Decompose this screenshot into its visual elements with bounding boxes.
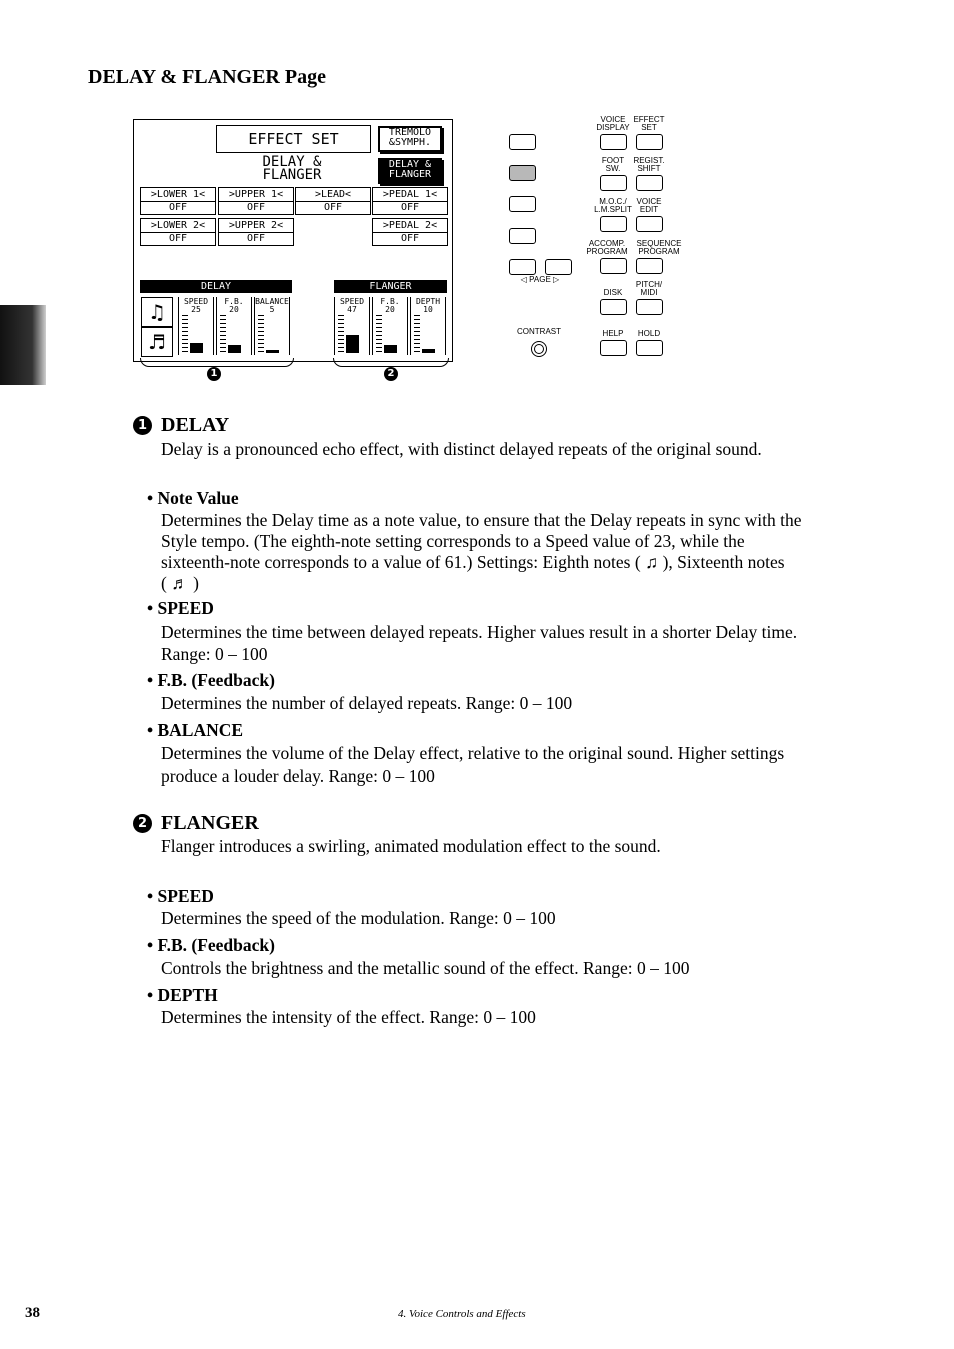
note-value-line-4: ( ♬ ) (161, 573, 199, 593)
voice-display-label: VOICE DISPLAY (596, 115, 630, 132)
slider-level (266, 350, 279, 353)
effect-set-button[interactable] (636, 134, 663, 150)
flanger-heading: FLANGER (161, 812, 259, 834)
tab-delay-flanger[interactable]: DELAY & FLANGER (378, 158, 442, 184)
slider-label: DEPTH (415, 297, 441, 306)
slider-value: 20 (229, 305, 239, 314)
part-value: OFF (323, 202, 343, 213)
lcd-button-3[interactable] (509, 196, 536, 212)
sequence-program-label: SEQUENCE PROGRAM (636, 239, 682, 256)
delay-speed-slider[interactable] (178, 297, 214, 355)
slider-value: 5 (269, 305, 275, 314)
part-name: >PEDAL 1< (373, 189, 447, 202)
flanger-fb-slider[interactable] (372, 297, 408, 355)
effect-set-label: EFFECT SET (633, 115, 665, 132)
page-left-button[interactable] (509, 259, 536, 275)
note-value-line-3: sixteenth-note corresponds to a value of 61.) Settings: Eighth notes ( ♫ ), Sixteenth notes (161, 552, 785, 572)
foot-sw-button[interactable] (600, 175, 627, 191)
disk-button[interactable] (600, 299, 627, 315)
eighth-note-button[interactable]: ♫ (141, 297, 173, 327)
flanger-fb-heading: • F.B. (Feedback) (147, 935, 275, 955)
part-pedal1[interactable] (372, 187, 448, 215)
lcd-title: EFFECT SET (216, 125, 371, 153)
sixteenth-note-button[interactable]: ♬ (141, 327, 173, 357)
depth-heading: • DEPTH (147, 985, 218, 1005)
flanger-depth-slider[interactable] (410, 297, 446, 355)
slider-ticks (376, 315, 382, 353)
voice-edit-label: VOICE EDIT (636, 197, 662, 214)
voice-edit-button[interactable] (636, 216, 663, 232)
delay-speed-heading: • SPEED (147, 598, 214, 618)
flanger-speed-slider[interactable] (334, 297, 370, 355)
pitch-midi-button[interactable] (636, 299, 663, 315)
flanger-section-number: 2 (133, 814, 152, 833)
page-label: ◁ PAGE ▷ (520, 275, 560, 284)
hold-button[interactable] (636, 340, 663, 356)
part-lower1[interactable] (140, 187, 216, 215)
delay-fb-slider[interactable] (216, 297, 252, 355)
delay-section-number: 1 (133, 416, 152, 435)
flanger-fb-line-1: Controls the brightness and the metallic sound of the effect. Range: 0 – 100 (161, 958, 690, 978)
flanger-speed-heading: • SPEED (147, 886, 214, 906)
delay-intro: Delay is a pronounced echo effect, with distinct delayed repeats of the original sound. (161, 439, 762, 459)
regist-shift-label: REGIST. SHIFT (633, 156, 665, 173)
part-name: >LOWER 2< (141, 220, 215, 233)
slider-level (346, 335, 359, 353)
callout-2: 2 (384, 367, 398, 381)
moc-label: M.O.C./ L.M.SPLIT (594, 197, 632, 214)
part-name: >UPPER 2< (219, 220, 293, 233)
voice-display-button[interactable] (600, 134, 627, 150)
slider-ticks (182, 315, 188, 353)
accomp-program-label: ACCOMP. PROGRAM (586, 239, 628, 256)
slider-level (228, 345, 241, 353)
slider-level (190, 343, 203, 353)
slider-value: 20 (385, 305, 395, 314)
slider-value: 25 (191, 305, 201, 314)
part-upper1[interactable] (218, 187, 294, 215)
tab-tremolo-symph[interactable]: TREMOLO &SYMPH. (378, 126, 442, 152)
slider-level (422, 349, 435, 353)
lcd-display (133, 119, 453, 362)
delay-header: DELAY (140, 280, 292, 293)
page-right-button[interactable] (545, 259, 572, 275)
sequence-program-button[interactable] (636, 258, 663, 274)
delay-balance-slider[interactable] (254, 297, 290, 355)
foot-sw-label: FOOT SW. (601, 156, 625, 173)
slider-label: F.B. (380, 297, 400, 306)
balance-line-1: Determines the volume of the Delay effect, relative to the original sound. Higher settings (161, 743, 785, 763)
part-value: OFF (246, 202, 266, 213)
slider-label: BALANCE (255, 297, 289, 306)
delay-bracket (140, 358, 294, 367)
delay-speed-line-2: Range: 0 – 100 (161, 644, 268, 664)
slider-value: 10 (423, 305, 433, 314)
flanger-bracket (333, 358, 449, 367)
pitch-midi-label: PITCH/ MIDI (635, 280, 663, 297)
slider-level (384, 345, 397, 353)
slider-label: F.B. (224, 297, 244, 306)
contrast-knob[interactable] (531, 341, 547, 357)
note-value-line-2: Style tempo. (The eighth-note setting corresponds to a Speed value of 23, while the (161, 531, 745, 551)
flanger-speed-line-1: Determines the speed of the modulation. Range: 0 – 100 (161, 908, 556, 928)
part-lead[interactable] (295, 187, 371, 215)
balance-heading: • BALANCE (147, 720, 244, 740)
help-button[interactable] (600, 340, 627, 356)
note-value-line-1: Determines the Delay time as a note value, to ensure that the Delay repeats in sync with the (161, 510, 802, 530)
delay-speed-line-1: Determines the time between delayed repeats. Higher values result in a shorter Delay time. (161, 622, 798, 642)
slider-ticks (338, 315, 344, 353)
part-name: >PEDAL 2< (373, 220, 447, 233)
slider-ticks (258, 315, 264, 353)
lcd-button-4[interactable] (509, 228, 536, 244)
slider-ticks (220, 315, 226, 353)
hold-label: HOLD (637, 329, 661, 338)
part-name: >LOWER 1< (141, 189, 215, 202)
disk-label: DISK (603, 288, 623, 297)
page-heading: DELAY & FLANGER Page (88, 66, 326, 88)
chapter-side-tab (0, 305, 46, 385)
lcd-button-1[interactable] (509, 134, 536, 150)
part-name: >UPPER 1< (219, 189, 293, 202)
part-value: OFF (400, 233, 420, 244)
part-value: OFF (168, 233, 188, 244)
part-value: OFF (400, 202, 420, 213)
regist-shift-button[interactable] (636, 175, 663, 191)
slider-label: SPEED (183, 297, 209, 306)
flanger-header: FLANGER (334, 280, 447, 293)
moc-button[interactable] (600, 216, 627, 232)
help-label: HELP (602, 329, 624, 338)
balance-line-2: produce a louder delay. Range: 0 – 100 (161, 766, 435, 786)
lcd-button-2[interactable] (509, 165, 536, 181)
page-number: 38 (25, 1305, 40, 1321)
delay-fb-line-1: Determines the number of delayed repeats. Range: 0 – 100 (161, 693, 573, 713)
accomp-program-button[interactable] (600, 258, 627, 274)
lcd-subtitle: DELAY & FLANGER (262, 154, 322, 183)
part-value: OFF (168, 202, 188, 213)
delay-heading: DELAY (161, 414, 230, 436)
flanger-intro: Flanger introduces a swirling, animated modulation effect to the sound. (161, 836, 661, 856)
part-upper2[interactable] (218, 218, 294, 246)
slider-value: 47 (347, 305, 357, 314)
chapter-footer: 4. Voice Controls and Effects (398, 1308, 526, 1320)
callout-1: 1 (207, 367, 221, 381)
contrast-label: CONTRAST (517, 327, 561, 336)
part-pedal2[interactable] (372, 218, 448, 246)
note-value-heading: • Note Value (147, 488, 239, 508)
part-lower2[interactable] (140, 218, 216, 246)
delay-fb-heading: • F.B. (Feedback) (147, 670, 275, 690)
slider-label: SPEED (339, 297, 365, 306)
part-value: OFF (246, 233, 266, 244)
slider-ticks (414, 315, 420, 353)
depth-line-1: Determines the intensity of the effect. Range: 0 – 100 (161, 1007, 536, 1027)
part-name: >LEAD< (296, 189, 370, 202)
